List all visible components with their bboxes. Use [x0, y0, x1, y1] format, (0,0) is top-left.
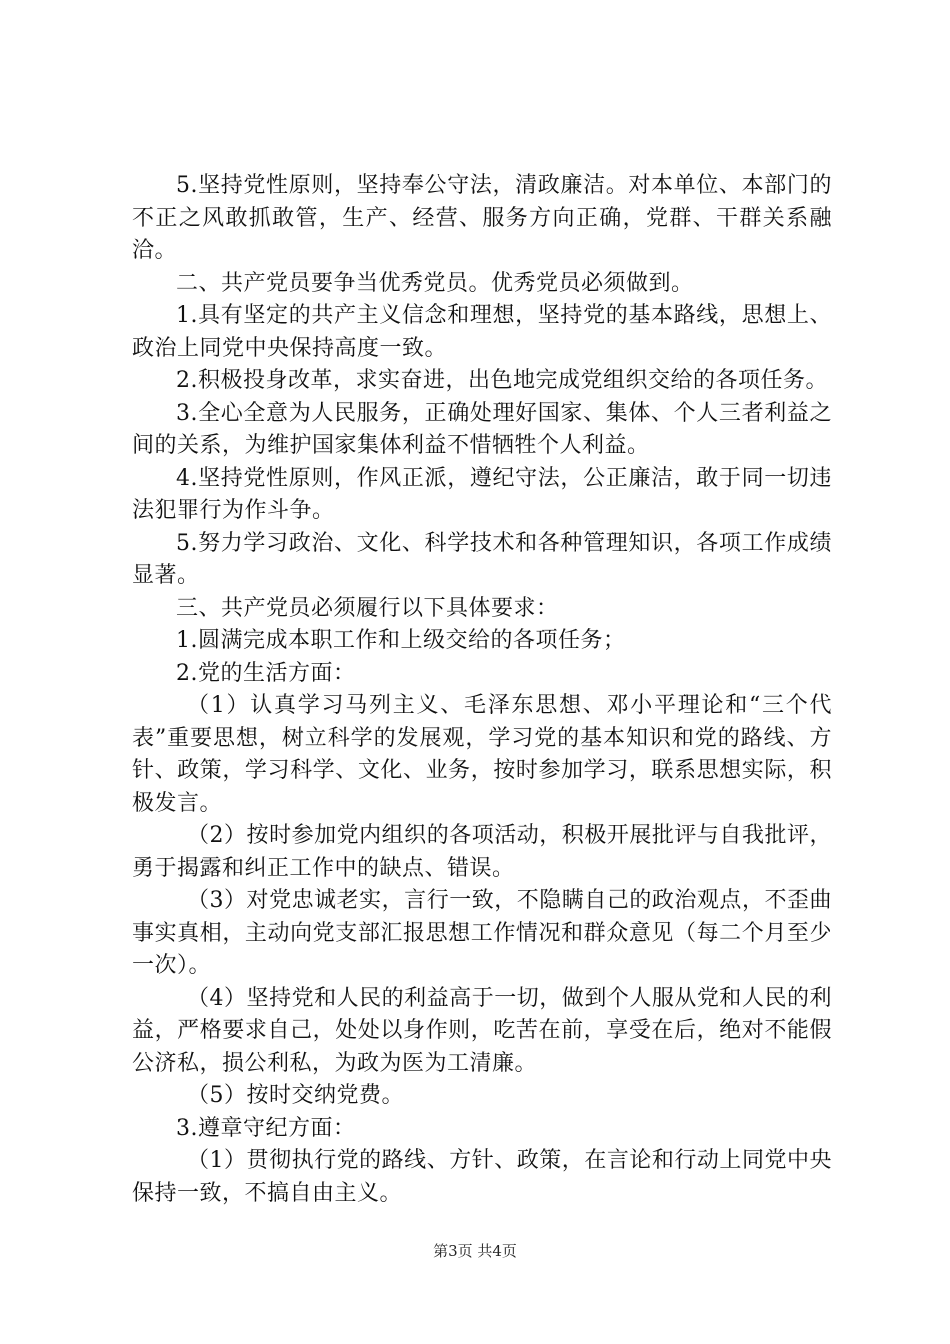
paragraph: 5.努力学习政治、文化、科学技术和各种管理知识，各项工作成绩显著。 [132, 530, 832, 588]
paragraph: 4.坚持党性原则，作风正派，遵纪守法，公正廉洁，敢于同一切违法犯罪行为作斗争。 [132, 465, 832, 523]
paragraph: （5）按时交纳党费。 [187, 1083, 404, 1108]
paragraph: 1.具有坚定的共产主义信念和理想，坚持党的基本路线，思想上、政治上同党中央保持高度一致。 [132, 303, 832, 361]
paragraph: 3.全心全意为人民服务，正确处理好国家、集体、个人三者利益之间的关系，为维护国家集体利益不惜牺牲个人利益。 [132, 400, 832, 458]
paragraph: 2.党的生活方面： [176, 660, 356, 686]
paragraph: （2）按时参加党内组织的各项活动，积极开展批评与自我批评，勇于揭露和纠正工作中的缺点、错误。 [132, 823, 832, 881]
paragraph: （4）坚持党和人民的利益高于一切，做到个人服从党和人民的利益，严格要求自己，处处以身作则，吃苦在前，享受在后，绝对不能假公济私，损公利私，为政为医为工清廉。 [132, 985, 832, 1076]
paragraph: 5.坚持党性原则，坚持奉公守法，清政廉洁。对本单位、本部门的不正之风敢抓敢管，生产、经营、服务方向正确，党群、干群关系融洽。 [132, 173, 832, 263]
paragraph: 1.圆满完成本职工作和上级交给的各项任务； [176, 628, 626, 653]
section-heading: 二、共产党员要争当优秀党员。优秀党员必须做到。 [176, 270, 694, 296]
paragraph: （3）对党忠诚老实，言行一致，不隐瞒自己的政治观点，不歪曲事实真相，主动向党支部汇报思想工作情况和群众意见（每二个月至少一次）。 [132, 888, 832, 978]
paragraph: 3.遵章守纪方面： [176, 1115, 356, 1141]
section-heading: 三、共产党员必须履行以下具体要求： [176, 595, 559, 621]
paragraph: （1）认真学习马列主义、毛泽东思想、邓小平理论和“三个代表”重要思想，树立科学的发展观，学习党的基本知识和党的路线、方针、政策，学习科学、文化、业务，按时参加学习，联系思想实际，积极发言。 [132, 693, 832, 816]
paragraph: 2.积极投身改革，求实奋进，出色地完成党组织交给的各项任务。 [176, 368, 828, 393]
document-body [132, 170, 832, 1210]
paragraph: （1）贯彻执行党的路线、方针、政策，在言论和行动上同党中央保持一致，不搞自由主义。 [132, 1148, 832, 1206]
page-number-footer: 第3页 共4页 [433, 1242, 517, 1260]
